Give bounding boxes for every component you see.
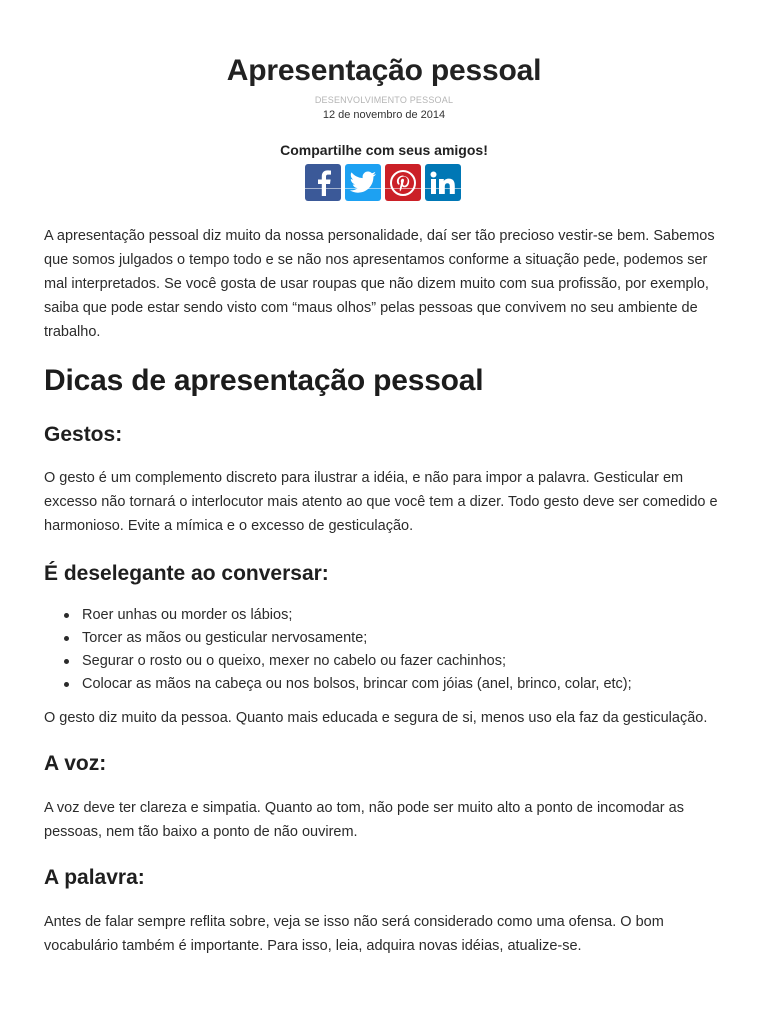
palavra-heading: A palavra:	[44, 866, 145, 889]
voz-paragraph: A voz deve ter clareza e simpatia. Quanto ao tom, não pode ser muito alto a ponto de incomodar as pessoas, nem tão baixo a ponto de não ouvirem.	[44, 800, 684, 840]
linkedin-share-button[interactable]	[425, 164, 461, 201]
pinterest-share-button[interactable]	[385, 164, 421, 201]
deselegante-heading: É deselegante ao conversar:	[44, 562, 329, 585]
twitter-icon	[349, 171, 377, 195]
deselegante-list	[64, 604, 744, 696]
list-item: Colocar as mãos na cabeça ou nos bolsos, brincar com jóias (anel, brinco, colar, etc);	[64, 673, 744, 696]
list-item: Roer unhas ou morder os lábios;	[64, 604, 744, 627]
facebook-share-button[interactable]	[305, 164, 341, 201]
gesto-summary-paragraph: O gesto diz muito da pessoa. Quanto mais educada e segura de si, menos uso ela faz da gesticulação.	[44, 710, 708, 726]
intro-paragraph: A apresentação pessoal diz muito da nossa personalidade, daí ser tão precioso vestir-se bem. Sabemos que somos julgados o tempo todo e se não nos apresentamos conforme a situação pede, podemos ser mal interpretados. Se você gosta de usar roupas que não dizem muito com sua profissão, por exemplo, saiba que pode estar sendo visto com “maus olhos” pelas pessoas que convivem no seu ambiente de trabalho.	[44, 228, 715, 340]
pinterest-icon	[390, 170, 416, 196]
share-buttons	[305, 164, 465, 202]
list-item: Segurar o rosto ou o queixo, mexer no cabelo ou fazer cachinhos;	[64, 650, 744, 673]
linkedin-icon	[430, 171, 456, 195]
twitter-share-button[interactable]	[345, 164, 381, 201]
share-divider	[305, 188, 463, 189]
palavra-paragraph: Antes de falar sempre reflita sobre, veja se isso não será considerado como uma ofensa. O bom vocabulário também é importante. Para isso, leia, adquira novas idéias, atualize-se.	[44, 914, 664, 954]
share-heading: Compartilhe com seus amigos!	[280, 142, 488, 158]
category-link[interactable]: DESENVOLVIMENTO PESSOAL	[314, 95, 454, 105]
page-title: Apresentação pessoal	[226, 54, 542, 87]
voz-heading: A voz:	[44, 752, 107, 775]
section-title: Dicas de apresentação pessoal	[44, 364, 484, 397]
facebook-icon	[313, 170, 333, 196]
list-item: Torcer as mãos ou gesticular nervosamente;	[64, 627, 744, 650]
gestos-paragraph: O gesto é um complemento discreto para ilustrar a idéia, e não para impor a palavra. Gesticular em excesso não tornará o interlocutor mais atento ao que você tem a dizer. Todo gesto deve ser comedido e harmonioso. Evite a mímica e o excesso de gesticulação.	[44, 470, 718, 534]
publish-date: 12 de novembro de 2014	[322, 109, 446, 121]
gestos-heading: Gestos:	[44, 423, 123, 446]
